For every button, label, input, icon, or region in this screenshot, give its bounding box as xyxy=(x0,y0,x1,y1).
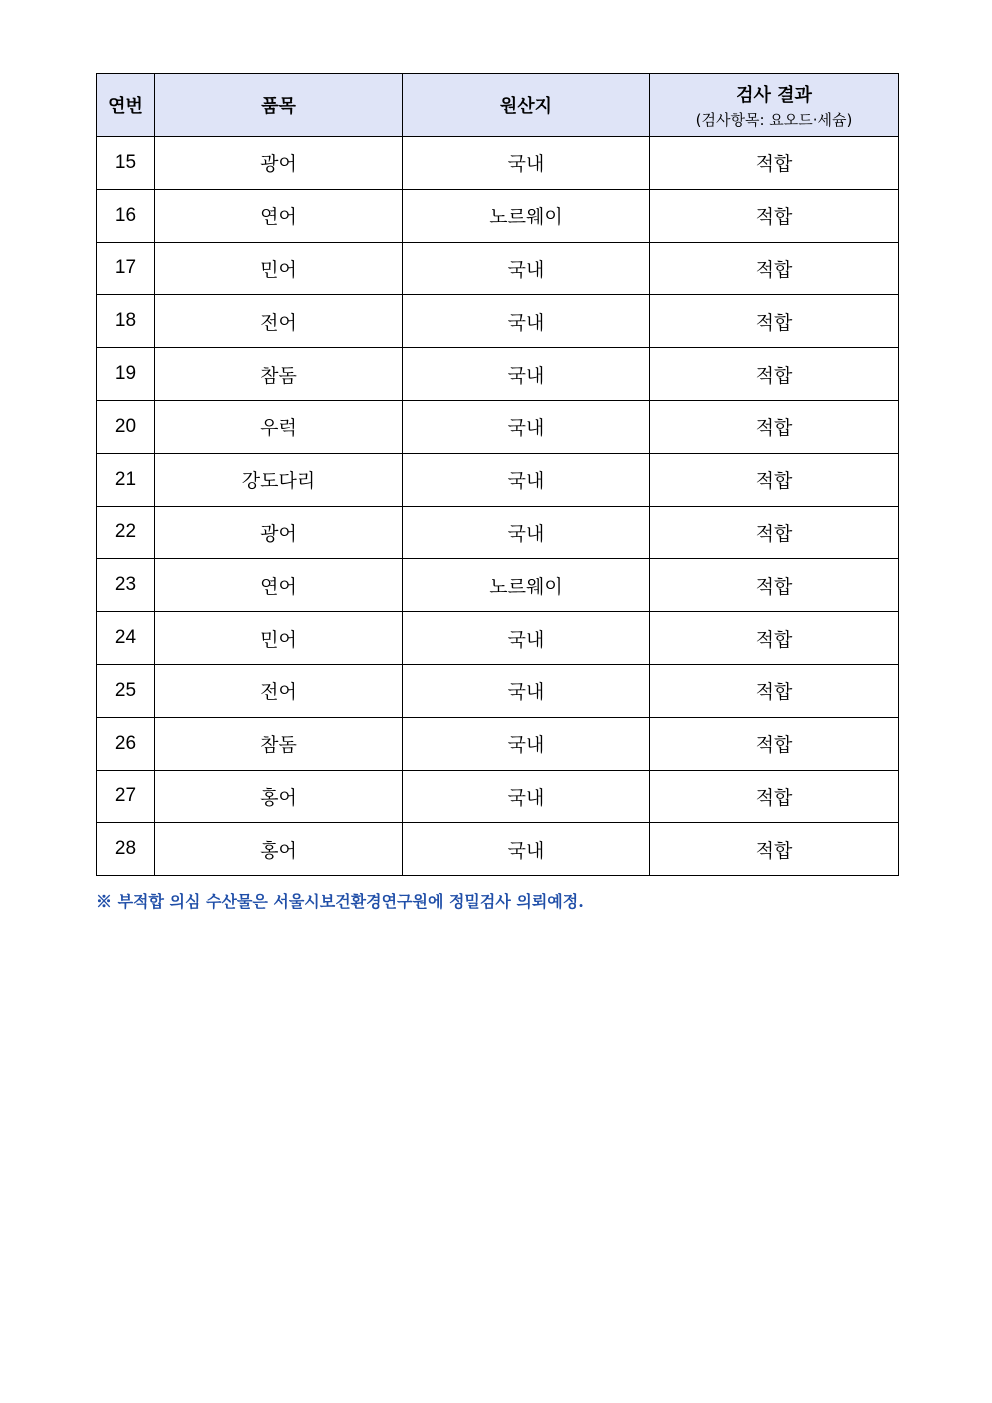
cell-no: 22 xyxy=(97,506,155,559)
cell-item: 우럭 xyxy=(155,400,403,453)
table-row xyxy=(97,770,899,823)
cell-no: 21 xyxy=(97,453,155,506)
table-row xyxy=(97,189,899,242)
cell-result: 적합 xyxy=(650,137,899,190)
cell-origin: 국내 xyxy=(403,295,650,348)
cell-no: 16 xyxy=(97,189,155,242)
header-result-label: 검사 결과 xyxy=(736,84,812,106)
cell-item: 연어 xyxy=(155,189,403,242)
cell-no: 17 xyxy=(97,242,155,295)
cell-item: 민어 xyxy=(155,242,403,295)
table-row xyxy=(97,612,899,665)
table-row xyxy=(97,453,899,506)
cell-no: 20 xyxy=(97,400,155,453)
footnote: ※ 부적합 의심 수산물은 서울시보건환경연구원에 정밀검사 의뢰예정. xyxy=(96,892,584,911)
cell-item: 민어 xyxy=(155,612,403,665)
header-result-subtitle: (검사항목: 요오드·세슘) xyxy=(695,110,853,129)
cell-no: 18 xyxy=(97,295,155,348)
cell-origin: 국내 xyxy=(403,612,650,665)
cell-item: 홍어 xyxy=(155,770,403,823)
cell-item: 광어 xyxy=(155,506,403,559)
cell-item: 강도다리 xyxy=(155,453,403,506)
cell-result: 적합 xyxy=(650,400,899,453)
cell-result: 적합 xyxy=(650,717,899,770)
cell-origin: 국내 xyxy=(403,506,650,559)
cell-no: 15 xyxy=(97,137,155,190)
cell-result: 적합 xyxy=(650,664,899,717)
cell-origin: 국내 xyxy=(403,770,650,823)
table-row xyxy=(97,559,899,612)
table-header xyxy=(97,74,899,137)
cell-no: 28 xyxy=(97,823,155,876)
cell-result: 적합 xyxy=(650,559,899,612)
cell-result: 적합 xyxy=(650,770,899,823)
table-row xyxy=(97,295,899,348)
inspection-results-table xyxy=(96,73,899,876)
cell-origin: 노르웨이 xyxy=(403,189,650,242)
header-row xyxy=(97,74,899,137)
cell-result: 적합 xyxy=(650,453,899,506)
cell-origin: 국내 xyxy=(403,664,650,717)
cell-no: 27 xyxy=(97,770,155,823)
cell-result: 적합 xyxy=(650,189,899,242)
table-row xyxy=(97,348,899,401)
table-row xyxy=(97,137,899,190)
cell-item: 홍어 xyxy=(155,823,403,876)
table-row xyxy=(97,400,899,453)
cell-item: 참돔 xyxy=(155,717,403,770)
cell-result: 적합 xyxy=(650,295,899,348)
cell-result: 적합 xyxy=(650,348,899,401)
header-item: 품목 xyxy=(155,74,403,137)
cell-origin: 노르웨이 xyxy=(403,559,650,612)
cell-origin: 국내 xyxy=(403,453,650,506)
header-no: 연번 xyxy=(97,74,155,137)
cell-no: 24 xyxy=(97,612,155,665)
cell-result: 적합 xyxy=(650,242,899,295)
cell-origin: 국내 xyxy=(403,400,650,453)
header-origin: 원산지 xyxy=(403,74,650,137)
cell-origin: 국내 xyxy=(403,348,650,401)
cell-item: 전어 xyxy=(155,664,403,717)
cell-no: 19 xyxy=(97,348,155,401)
table-row xyxy=(97,506,899,559)
cell-no: 26 xyxy=(97,717,155,770)
header-result xyxy=(650,74,899,137)
cell-no: 23 xyxy=(97,559,155,612)
table-row xyxy=(97,717,899,770)
cell-origin: 국내 xyxy=(403,717,650,770)
cell-item: 광어 xyxy=(155,137,403,190)
cell-item: 전어 xyxy=(155,295,403,348)
table-body xyxy=(97,137,899,876)
cell-origin: 국내 xyxy=(403,823,650,876)
cell-result: 적합 xyxy=(650,823,899,876)
cell-no: 25 xyxy=(97,664,155,717)
table-row xyxy=(97,242,899,295)
cell-origin: 국내 xyxy=(403,242,650,295)
cell-origin: 국내 xyxy=(403,137,650,190)
table-row xyxy=(97,664,899,717)
cell-item: 참돔 xyxy=(155,348,403,401)
cell-result: 적합 xyxy=(650,612,899,665)
table-row xyxy=(97,823,899,876)
cell-result: 적합 xyxy=(650,506,899,559)
cell-item: 연어 xyxy=(155,559,403,612)
